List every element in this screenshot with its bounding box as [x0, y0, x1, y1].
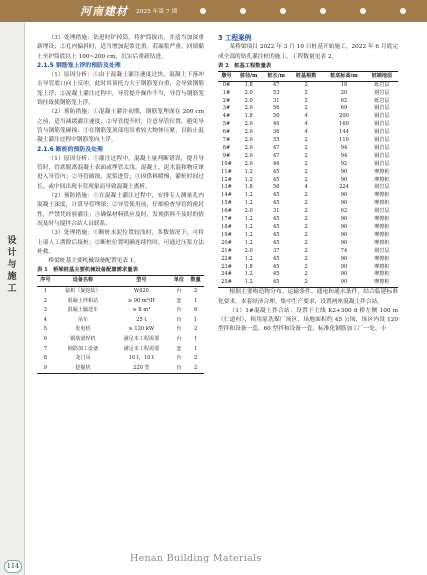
table-row [37, 354, 204, 364]
table-cell: 台 [176, 288, 182, 295]
table-cell: 1.2 [244, 231, 253, 238]
table-cell: 36 [273, 129, 280, 136]
table-cell: 2 [304, 105, 308, 112]
table-cell: 钢筋滚焊机 [70, 335, 96, 342]
table-cell: 90 [340, 216, 348, 223]
table-cell: 47 [273, 144, 280, 151]
table-cell: 台 [176, 326, 182, 333]
table-cell: W420 [133, 288, 149, 295]
table-cell: 144 [339, 129, 349, 136]
table-cell: 钢岩层 [374, 105, 390, 112]
table-row [218, 121, 398, 129]
table-cell: 90 [340, 239, 348, 246]
table-cell: 钻机（旋挖钻） [65, 288, 101, 295]
table-cell: 摩擦桩 [374, 239, 390, 246]
dot-icon [360, 8, 366, 14]
dot-icon [400, 8, 406, 14]
table-cell: 56 [273, 184, 280, 191]
table-cell: 1.2 [244, 271, 253, 278]
table-cell: 14# [221, 192, 232, 199]
table-cell: 45 [273, 176, 280, 183]
table-row [218, 271, 398, 279]
table-cell: 1 [194, 297, 198, 304]
table-cell: 摩擦桩 [374, 224, 390, 230]
table-cell: 3# [222, 105, 231, 112]
table-cell: 2 [304, 263, 308, 270]
table-row [218, 240, 398, 248]
table-cell: 62 [340, 97, 348, 104]
table-cell: 7# [222, 137, 231, 144]
paragraph: 根据主要构造物分布、运输条件、通电和通水条件，结合临建标准化要求，本着经济合理、集中生产要求，设置两座混凝土拌合站。 [218, 289, 398, 305]
table-cell: 摩擦桩 [374, 279, 390, 286]
table-cell: 3 [43, 307, 47, 314]
table-cell: 2 [304, 144, 308, 151]
table-cell: 20# [221, 239, 232, 246]
table-cell: 1.2 [244, 255, 253, 262]
table-cell: 2 [304, 137, 308, 144]
table-cell: 7 [43, 345, 47, 352]
table-cell: 12# [221, 176, 232, 183]
table-cell: 2 [304, 81, 308, 88]
table-cell: 69 [340, 105, 348, 112]
table-cell: 混凝土输送车 [67, 307, 99, 314]
table-cell: 钢筋加工设备 [67, 345, 99, 352]
table-cell: 6 [194, 307, 198, 314]
table-cell: 摩擦桩 [374, 176, 390, 183]
table-cell: 吊车 [77, 316, 89, 323]
table-cell: 摩擦桩 [374, 263, 390, 270]
table-cell: 45 [273, 263, 280, 270]
table-row [218, 161, 398, 169]
table-cell: 套 [176, 345, 182, 352]
section-heading: 2.1.6 断桩的预防及处理 [37, 146, 103, 153]
paragraph: （2）预防措施：①在混凝土灌注过程中，安排专人测量孔内混凝土深度，计算导管埋深；②导管使用前，仔细检查导管的密封性，严禁凭经验灌注；③确保材料供应及时，发现供料不及时的情况及时与搅拌合站人员联系。 [37, 193, 204, 227]
table-cell: 45 [273, 192, 280, 199]
table-cell: 90 [340, 279, 348, 286]
table-row [37, 325, 204, 335]
table-cell: 46 [273, 160, 280, 167]
equipment-table [37, 275, 204, 374]
table-cell: 挖掘机 [75, 364, 91, 371]
table-cell: 1.8 [244, 81, 253, 88]
table-cell: 1.2 [244, 200, 253, 207]
table-cell: 2 [304, 255, 308, 262]
table-cell: 2.0 [244, 247, 253, 254]
table-row [218, 192, 398, 200]
table-row [218, 184, 398, 192]
column-header: 型号 [136, 277, 147, 284]
table-cell: 2 [304, 239, 308, 246]
table-cell: 2.0 [244, 121, 253, 128]
dot-icon [200, 8, 206, 14]
table-cell: 2.0 [244, 105, 253, 112]
table-cell: 45 [273, 216, 280, 223]
table-row [37, 297, 204, 307]
table-cell: 2 [304, 231, 308, 238]
paragraph: （3）处理措施：钻进时铲掉筒，将护筒拔出，并适当加深重新埋设；②孔内偏斜时，适当增加泥浆比重。若漏浆严重，回填黏土至护筒底以上 100~200 cm，沉实后重新钻进。 [37, 35, 204, 60]
table-cell: 47 [273, 152, 280, 159]
table-cell: 台 [176, 355, 182, 362]
table-cell: 45 [273, 279, 280, 286]
issue-label: 2025 年第 7 期 [136, 9, 178, 15]
section-sidebar [0, 22, 24, 575]
table-cell: 45 [273, 200, 280, 207]
table-cell: 8 [43, 355, 47, 362]
table-row [37, 316, 204, 326]
table-cell: 2 [304, 160, 308, 167]
table-cell: 1 [194, 316, 198, 323]
table-cell: 45 [273, 255, 280, 262]
table-cell: 4 [304, 121, 308, 128]
table-cell: 砾岩层 [374, 97, 390, 104]
table-cell: 18# [221, 224, 232, 230]
table-cell: 2.0 [244, 89, 253, 96]
table-cell: 45 [273, 231, 280, 238]
table-cell: 摩擦桩 [374, 255, 390, 262]
column-header: 桩径/m [239, 72, 258, 79]
table-cell: 2.0 [244, 97, 253, 104]
table-cell: 74 [340, 247, 348, 254]
table-cell: 钢岩层 [374, 137, 390, 144]
table-header-row [37, 276, 204, 287]
table-cell: 2.0 [244, 144, 253, 151]
table-cell: 2 [304, 152, 308, 159]
table-cell: 摩擦桩 [374, 200, 390, 207]
table-caption: 表 1 桥梁桩基主要机械设备配置需求量表 [37, 267, 138, 274]
table-cell: 90 [340, 271, 348, 278]
table-row [218, 248, 398, 256]
table-cell: 94 [340, 152, 348, 159]
table-cell: 0# [222, 81, 231, 88]
table-cell: 1.2 [244, 216, 253, 223]
table-cell: 2 [304, 200, 308, 207]
column-header: 桩底标高/m [330, 72, 358, 79]
table-cell: ≥ 90 m³/H [127, 297, 155, 304]
table-cell: 摩擦桩 [374, 216, 390, 223]
paragraph: 桥梁桩基主要机械设备配置见表 1。 [48, 258, 140, 265]
table-cell: 钢岩层 [374, 184, 390, 191]
table-cell: 2.0 [244, 137, 253, 144]
column-header: 设备名称 [72, 277, 94, 284]
table-cell: 台 [176, 364, 182, 371]
table-cell: 钢岩层 [374, 113, 390, 120]
table-row [37, 306, 204, 316]
right-column [218, 34, 398, 335]
table-row [37, 345, 204, 355]
table-cell: 4 [304, 113, 308, 120]
table-cell: 2 [304, 192, 308, 199]
table-cell: 90 [340, 224, 348, 230]
table-cell: ≥ 8 m³ [132, 307, 151, 314]
table-cell: 2 [304, 216, 308, 223]
table-cell: 2.0 [244, 208, 253, 215]
table-cell: 53 [273, 89, 280, 96]
table-cell: 2 [304, 208, 308, 215]
table-cell: 混凝土拌和站 [67, 297, 99, 304]
table-row [218, 137, 398, 145]
table-cell: 90 [340, 192, 348, 199]
column-header: 序号 [40, 277, 51, 284]
table-row [218, 98, 398, 106]
table-cell: 20 [340, 89, 348, 96]
table-row [218, 224, 398, 232]
table-cell: 1.2 [244, 239, 253, 246]
left-column [37, 34, 204, 374]
table-cell: 1.2 [244, 176, 253, 183]
table-row [218, 279, 398, 287]
table-cell: 2.0 [244, 160, 253, 167]
table-cell: 2 [304, 271, 308, 278]
pile-quantity-table [218, 71, 398, 288]
column-header: 数量 [190, 277, 201, 284]
table-cell: 56 [273, 105, 280, 112]
table-row [218, 145, 398, 153]
table-row [218, 264, 398, 272]
table-cell: ≥ 120 kW [128, 326, 155, 333]
table-cell: 24# [221, 271, 232, 278]
table-row [218, 177, 398, 185]
table-cell: 2 [304, 224, 308, 230]
table-cell: 18 [340, 81, 348, 88]
dot-icon [280, 8, 286, 14]
table-cell: 台 [176, 335, 182, 342]
table-caption: 表 2 桩基工程数量表 [218, 62, 272, 69]
table-cell: 摩擦桩 [374, 168, 390, 175]
table-cell: 160 [339, 121, 349, 128]
table-cell: 1.2 [244, 279, 253, 286]
table-row [218, 113, 398, 121]
table-row [218, 216, 398, 224]
table-row [218, 256, 398, 264]
table-cell: 37 [273, 247, 280, 254]
table-cell: 钢岩层 [374, 152, 390, 159]
table-cell: 90 [340, 200, 348, 207]
table-cell: 2 [194, 288, 198, 295]
table-cell: 50 [273, 113, 280, 120]
section-heading: 2.1.5 钢筋笼上浮的预防及处理 [37, 62, 121, 69]
table-cell: 15# [221, 200, 232, 207]
table-cell: 1.8 [244, 263, 253, 270]
table-cell: 45 [273, 271, 280, 278]
table-row [218, 153, 398, 161]
table-cell: 2.0 [244, 129, 253, 136]
table-cell: 6 [43, 335, 47, 342]
table-cell: 94 [340, 144, 348, 151]
table-row [218, 169, 398, 177]
paragraph: （1）1#混凝土拌合站：设置于主线 K2+300 d 桥左侧 100 m（仁道村），租用原洗煤厂场区，场地面积约 45 公顷，场区内设 120 型拌和设备一套、60 型拌和设备一套、标准化钢筋加工厂一处、小 [218, 307, 398, 333]
table-cell: 满足本工程需要 [123, 345, 160, 352]
table-cell: 1 [194, 335, 198, 342]
table-cell: 2 [304, 279, 308, 286]
table-cell: 2 [194, 364, 198, 371]
table-cell: 摩擦桩 [374, 231, 390, 238]
table-cell: 钢岩层 [374, 208, 390, 215]
table-cell: 62 [340, 208, 348, 215]
table-row [218, 129, 398, 137]
table-cell: 1.2 [244, 192, 253, 199]
table-cell: 55 [273, 137, 280, 144]
column-header: 桩基根数 [295, 72, 317, 79]
table-cell: 1.8 [244, 184, 253, 191]
table-cell: 11# [221, 168, 232, 175]
table-cell: 21# [221, 247, 232, 254]
table-cell: 2 [304, 176, 308, 183]
table-cell: 台 [176, 307, 182, 314]
table-cell: 钢岩层 [374, 89, 390, 96]
table-cell: 钢岩层 [374, 247, 390, 254]
column-header: 桩长/m [267, 72, 285, 79]
header-decoration [200, 8, 406, 14]
table-cell: 台 [176, 316, 182, 323]
table-row [218, 105, 398, 113]
journal-logo: 河南建材 [80, 5, 128, 18]
table-row [218, 81, 398, 89]
table-row [218, 208, 398, 216]
table-cell: 2 [43, 297, 47, 304]
table-cell: 10 t、10 t [128, 355, 155, 362]
table-cell: 13# [221, 184, 232, 191]
paragraph: （3）处理措施：①断桩水泥位置较浅时，多数情况下，可将上部人工凿除后接桩；②断桩位置明确连续性时，可通过压浆方法补救。 [37, 230, 204, 255]
table-cell: 摩擦桩 [374, 192, 390, 199]
table-cell: 4 [304, 184, 308, 191]
table-cell: 47 [273, 81, 280, 88]
table-cell: 2 [194, 326, 198, 333]
table-cell: 9 [43, 364, 47, 371]
table-cell: 2.0 [244, 152, 253, 159]
table-cell: 发电机 [75, 326, 91, 333]
table-cell: 1 [194, 345, 198, 352]
table-cell: 1# [222, 89, 231, 96]
table-cell: 220 型 [133, 364, 150, 371]
table-cell: 2 [194, 355, 198, 362]
table-cell: 1.2 [244, 224, 253, 230]
table-cell: 2# [222, 97, 231, 104]
table-cell: 2 [304, 168, 308, 175]
table-cell: 224 [339, 184, 349, 191]
section-heading: 3 工程案例 [218, 34, 252, 42]
section-label: 设计与施工 [7, 236, 17, 294]
table-cell: 40 [273, 121, 280, 128]
table-cell: 4# [222, 113, 231, 120]
page-number: 114 [4, 560, 22, 573]
table-row [218, 90, 398, 98]
table-cell: 8# [222, 144, 231, 151]
table-cell: 钢岩层 [374, 160, 390, 167]
table-cell: 110 [339, 137, 349, 144]
table-cell: 1 [43, 288, 47, 295]
column-header: 墩号 [221, 72, 232, 79]
table-cell: 25 t [136, 316, 147, 323]
column-header: 单位 [173, 277, 184, 284]
table-cell: 200 [339, 113, 349, 120]
table-cell: 16# [221, 208, 232, 215]
divider [24, 22, 25, 575]
table-row [37, 335, 204, 345]
page-header [0, 0, 427, 22]
table-cell: 2 [304, 247, 308, 254]
table-cell: 4 [304, 129, 308, 136]
table-cell: 钢岩层 [374, 121, 390, 128]
column-header: 桩端地层 [371, 72, 393, 79]
table-row [37, 364, 204, 374]
table-cell: 45 [273, 224, 280, 230]
table-cell: 17# [221, 216, 232, 223]
table-cell: 1.8 [244, 113, 253, 120]
table-cell: 90 [340, 176, 348, 183]
table-cell: 90 [340, 263, 348, 270]
table-cell: 19# [221, 231, 232, 238]
table-cell: 31 [273, 208, 280, 215]
table-row [218, 232, 398, 240]
table-cell: 套 [176, 297, 182, 304]
table-cell: 10# [221, 160, 232, 167]
table-cell: 45 [273, 239, 280, 246]
table-row [218, 200, 398, 208]
paragraph: （1）原因分析：①灌注过程中，混凝土量判断错误，提升导管时，管底脱离混凝土表面或埋管太浅，混凝土、泥水混和物反窜进入导管内；②导管破损，泥浆进管；③因供料暖慢，灌桩时间过长，或中间出现卡管现象而导致混凝土离析。 [37, 155, 204, 190]
table-cell: 31 [273, 97, 280, 104]
paragraph: （2）预防措施：①混凝土灌注初期，钢筋笼埋深在 200 cm 之前，适当减缓灌注速度；②导管提升时，注意导管位置，避免导管与钢筋笼碰撞；③在钢筋笼顶部用吊重较大物体压紧，以防止混凝土灌注过程中钢筋笼向上浮。 [37, 109, 204, 144]
table-cell: 5# [222, 121, 231, 128]
table-cell: 满足本工程需要 [123, 335, 160, 342]
table-cell: 钢岩层 [374, 129, 390, 136]
table-cell: 4 [43, 316, 47, 323]
paragraph: （1）原因分析：①由于混凝土灌注速度过快，混凝土下落冲击导管底口向上反冲，此时其顶托力大于钢筋笼自重，会导致钢筋笼上浮；②混凝土灌注过程中，导管提升操作不当，导管与钢筋笼钩挂致使钢筋笼上浮。 [37, 72, 204, 107]
table-cell: 钢岩层 [374, 144, 390, 151]
table-cell: 92 [340, 160, 348, 167]
table-cell: 砾岩层 [374, 81, 390, 88]
dot-icon [320, 8, 326, 14]
table-cell: 90 [340, 231, 348, 238]
table-cell: 2 [304, 89, 308, 96]
table-cell: 90 [340, 168, 348, 175]
table-cell: 45 [273, 168, 280, 175]
table-cell: 5 [43, 326, 47, 333]
table-cell: 摩擦桩 [374, 271, 390, 278]
table-cell: 23# [221, 263, 232, 270]
table-cell: 2 [304, 97, 308, 104]
table-header-row [218, 71, 398, 81]
table-cell: 22# [221, 255, 232, 262]
paragraph: 某桥梁项目 2022 年 3 月 10 日桩基开始施工，2022 年 6 月底完成全部的钻孔灌注桩的施工。工程数量见表 2。 [218, 44, 398, 60]
journal-footer: Henan Building Materials [130, 553, 262, 564]
dot-icon [240, 8, 246, 14]
table-cell: 90 [340, 255, 348, 262]
table-cell: 25# [221, 279, 232, 286]
table-row [37, 287, 204, 297]
table-cell: 龙门吊 [75, 355, 91, 362]
table-cell: 1.2 [244, 168, 253, 175]
table-cell: 9# [222, 152, 231, 159]
table-cell: 6# [222, 129, 231, 136]
